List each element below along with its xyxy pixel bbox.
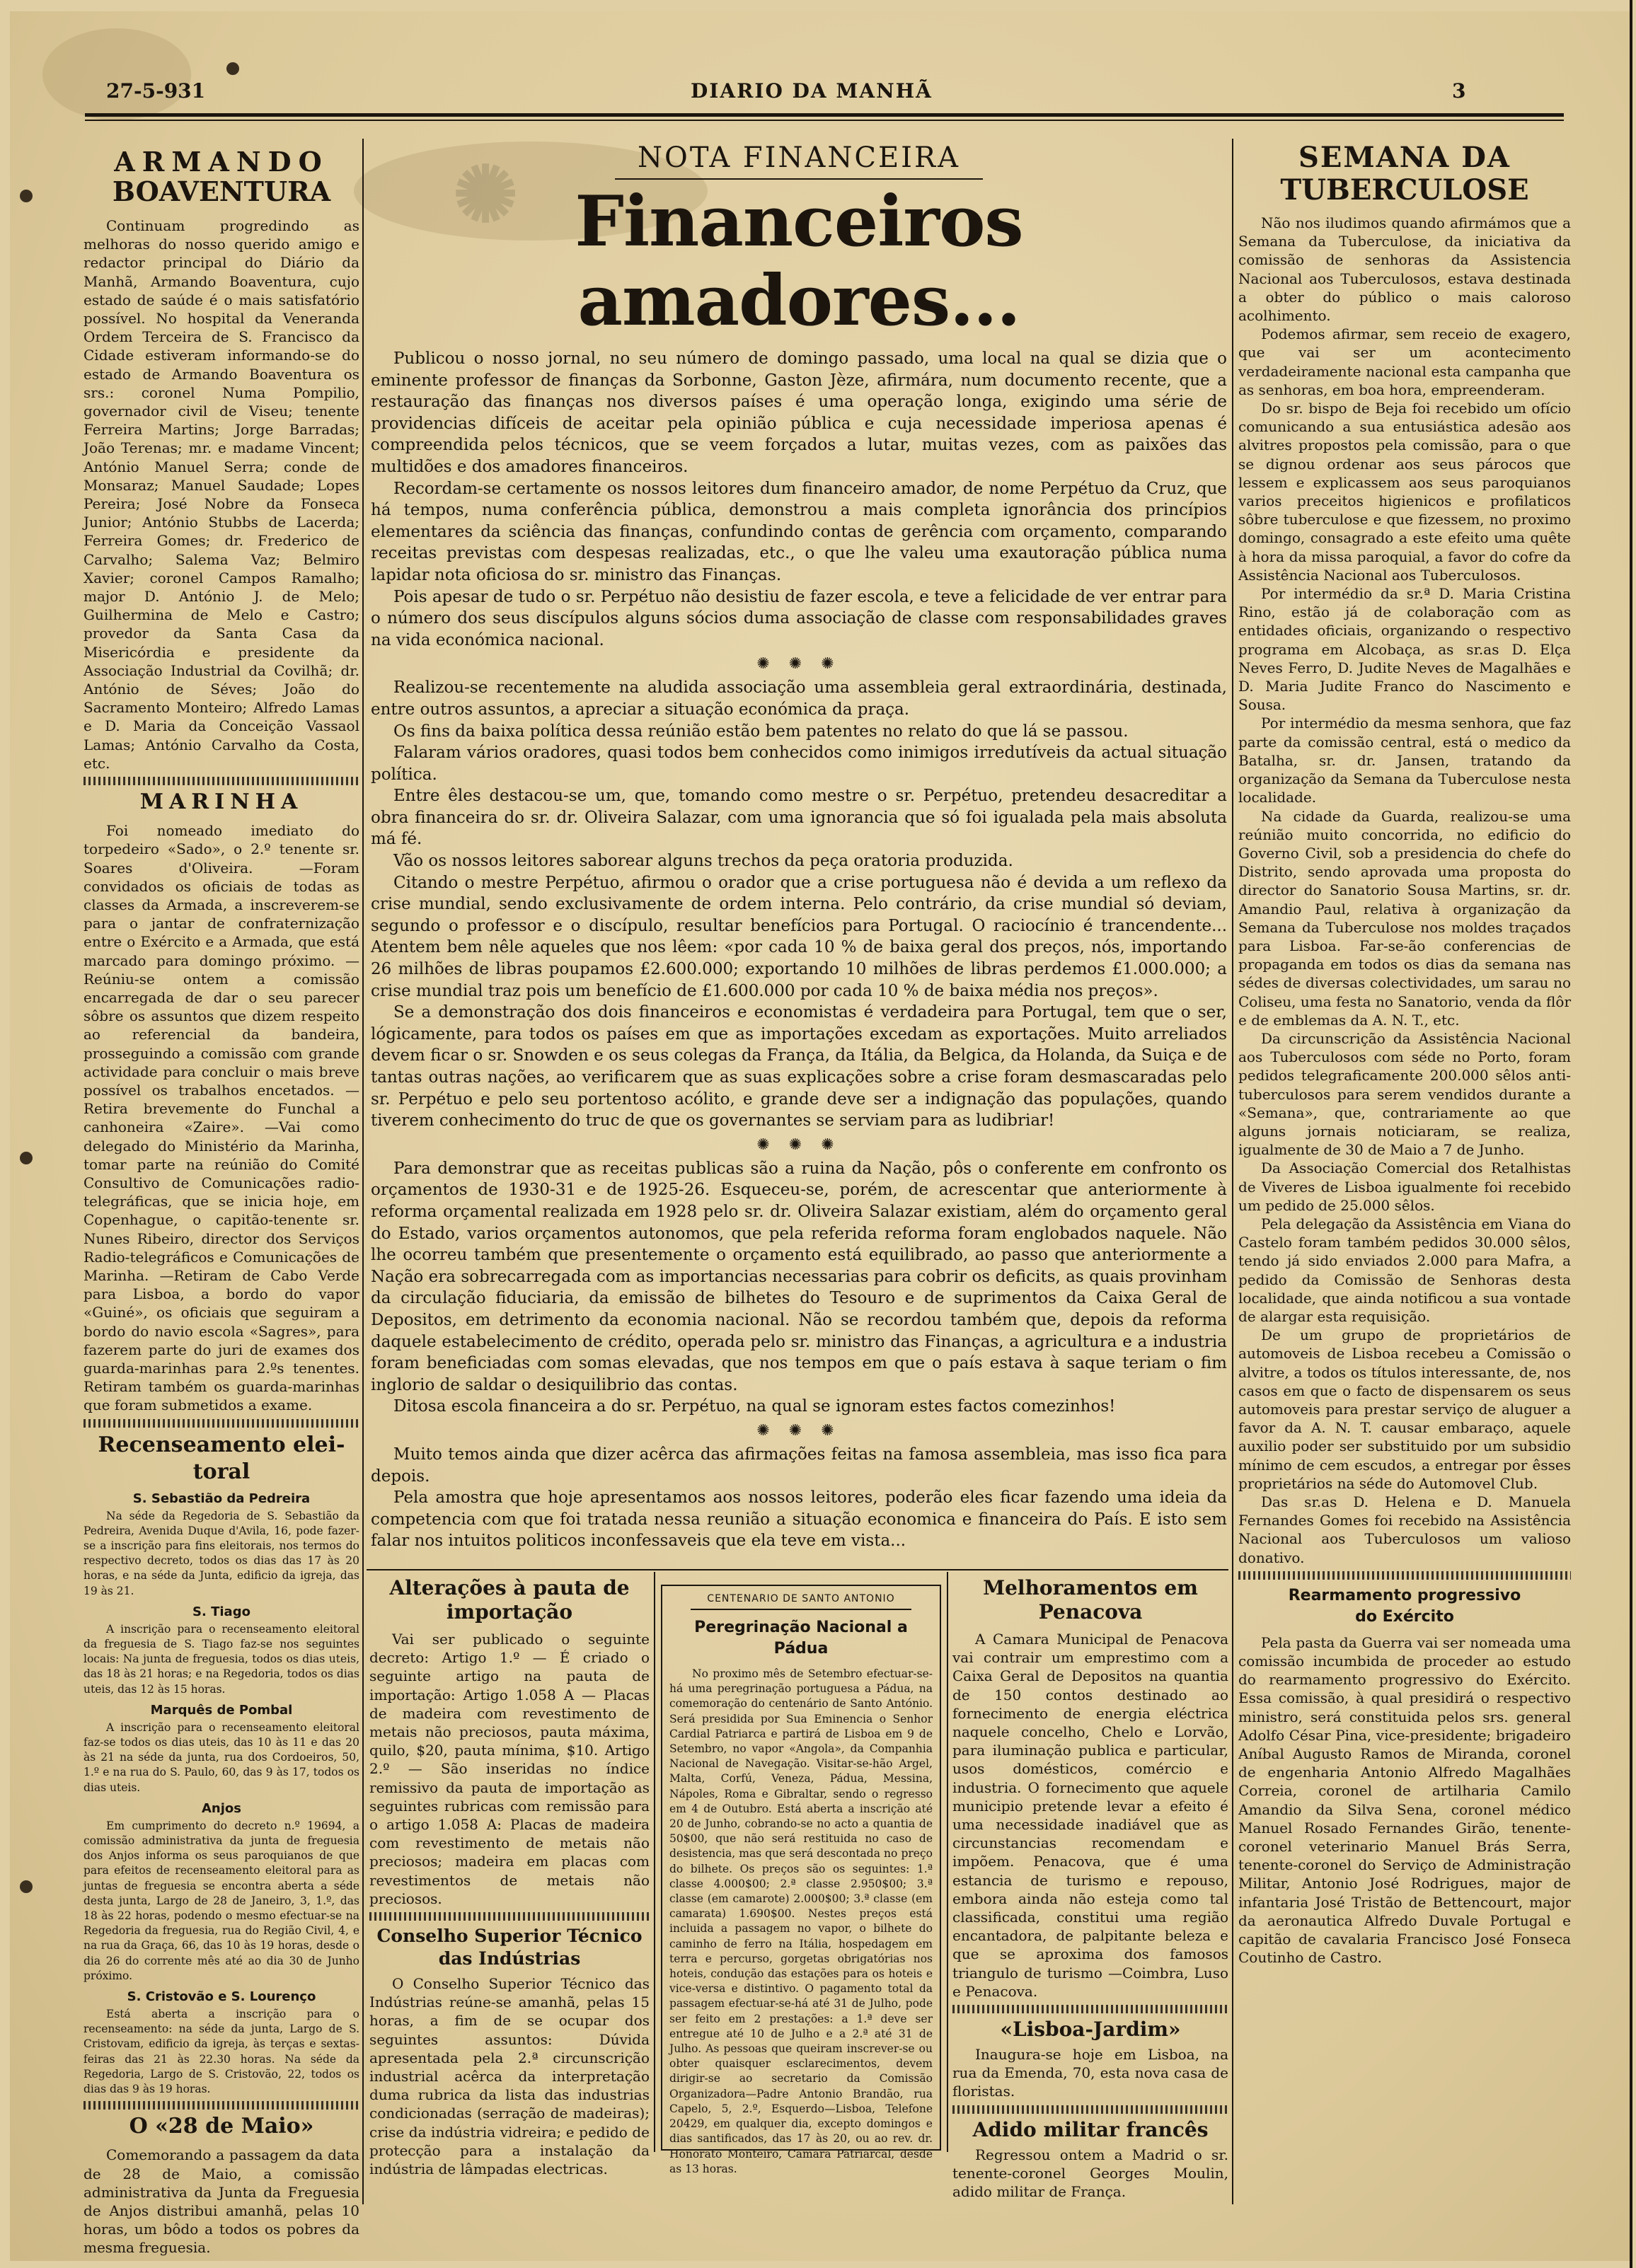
- section-body: Está aberta a inscrição para o recenseamento: na séde da junta, Largo de S. Cristovam, edificio da igreja, às terças e sextas-feiras das 21 às 22.30 horas. Na séde da Regedoria, Largo de S. Cristovão, 22, todos os dias das 9 às 19 horas.: [83, 2008, 359, 2096]
- article-paragraph: Publicou o nosso jornal, no seu número de domingo passado, uma local na qual se dizia que o eminente professor de finanças da Sorbonne, Gaston Jèze, afirmára, num documento recente, que a restauração das finanças nos diversos países é uma operação longa, exigindo uma série de providencias difíceis de aceitar pela opinião pública e cuja necessidade imperiosa apenas é compreendida pelos técnicos, que se veem forçados a lutar, muitas vezes, com as paixões das multidões e dos amadores financeiros.: [371, 349, 1227, 476]
- exercito-title: Rearmamento progressivo: [1288, 1586, 1521, 1604]
- pin-hole: [20, 190, 33, 202]
- section-divider: [952, 2105, 1228, 2114]
- lower-col-3: [952, 1576, 1228, 2201]
- marinha-title: MARINHA: [139, 789, 304, 815]
- penacova-body: A Camara Municipal de Penacova vai contrair um emprestimo com a Caixa Geral de Depositos na quantia de 150 contos destinado ao fornecimento de energia eléctrica naquele concelho, Chelo e Lorvão, para iluminação publica e particular, usos domésticos, comércio e industria. O fornecimento que aquele municipio pretende levar a efeito é uma necessidade inadiável que as circunstancias recomendam e impõem. Penacova, que é uma estancia de turismo e repouso, embora ainda não esteja como tal classificada, constitui uma região encantadora, de palpitante beleza e que se aproxima dos famosos triangulo de turismo —Coimbra, Luso e Penacova.: [952, 1631, 1228, 2000]
- section-body: Em cumprimento do decreto n.º 19694, a comissão administrativa da junta de freguesia dos Anjos informa os seus paroquianos de que para efeitos de recenseamento eleitoral para as juntas de freguesia se encontra aberta a séde desta junta, Largo de 28 de Janeiro, 3, 1.º, das 18 às 22 horas, podendo o mesmo efectuar-se na Regedoria da freguesia, rua do Região Civil, 4, e na rua da Graça, 66, das 10 às 19 horas, desde o dia 26 do corrente mês até ao dia 30 de Junho próximo.: [83, 1819, 359, 1982]
- padua-body: No proximo mês de Setembro efectuar-se-há uma peregrinação portuguesa a Pádua, na comemoração do centenário de Santo António. Será presidida por Sua Eminencia o Senhor Cardial Patriarca e partirá de Lisboa em 9 de Setembro, no vapor «Angola», da Companhia Nacional de Navegação. Visitar-se-hão Argel, Malta, Corfú, Veneza, Pádua, Messina, Nápoles, Roma e Gibraltar, sendo o regresso em 4 de Outubro. Está aberta a inscrição até 20 de Junho, cobrando-se no acto a quantia de 50$00, que não será restituida no caso de desistencia, mas que será descontada no preço do bilhete. Os preços são os seguintes: 1.ª classe 4.000$00; 2.ª classe 2.950$00; 3.ª classe (em camarote) 2.000$00; 3.ª classe (em camarata) 1.690$00. Nestes preços está incluida a passagem no vapor, o bilhete do caminho de ferro na Itália, hospedagem em terra e percurso, gorgetas obrigatórias nos hoteis, condução das estações para os hoteis e vice-versa e distintivo. O pagamento total da passagem efectuar-se-há até 31 de Julho, pode ser feito em 2 prestações: a 1.ª deve ser entregue até 10 de Julho e a 2.ª até 31 de Julho. As pessoas que queiram inscrever-se ou obter quaisquer esclarecimentos, devem dirigir-se ao secretario da Comissão Organizadora—Padre Antonio Brandão, rua Capelo, 5, 2.º, Esquerdo—Lisboa, Telefone 20429, em qualquer dia, excepto domingos e dias santificados, das 17 às 20, ou ao rev. dr. Honorato Monteiro, Camara Patriarcal, desde as 13 horas.: [669, 1667, 933, 2175]
- semana-paragraph: Das sr.as D. Helena e D. Manuela Fernandes Gomes foi recebido na Assistência Nacional aos Tuberculosos um valioso donativo.: [1238, 1493, 1571, 1566]
- article-paragraph: Entre êles destacou-se um, que, tomando como mestre o sr. Perpétuo, pretendeu desacreditar a obra financeira do sr. dr. Oliveira Salazar, com uma ignorancia que só foi igualada pela mais absoluta má fé.: [371, 787, 1227, 849]
- semana-title: SEMANA DA: [1298, 141, 1511, 174]
- subheading: Marquês de Pombal: [150, 1702, 293, 1718]
- right-column: [1238, 141, 1571, 2179]
- conselho-title-2: das Indústrias: [438, 1948, 581, 1969]
- page-edge: [1630, 0, 1632, 2268]
- armando-body: Continuam progredindo as melhoras do nosso querido amigo e redactor principal do Diário da Manhã, Armando Boaventura, cujo estado de saúde é o mais satisfatório possível. No hospital da Veneranda Ordem Terceira de S. Francisco da Cidade estiveram informando-se do estado de Armando Boaventura os srs.: coronel Numa Pompilio, governador civil de Viseu; tenente Ferreira Martins; Jorge Barradas; João Terenas; mr. e madame Vincent; António Manuel Serra; conde de Monsaraz; Manuel Saudade; Lopes Pereira; José Nobre da Fonseca Junior; António Stubbs de Lacerda; Ferreira Gomes; dr. Frederico de Carvalho; Salema Vaz; Belmiro Xavier; coronel Campos Ramalho; major D. António J. de Melo; Guilhermina de Melo e Castro; provedor da Santa Casa da Misericórdia e presidente da Associação Industrial da Covilhã; dr. António de Séves; João do Sacramento Monteiro; Alfredo Lamas e D. Maria da Conceição Vassaol Lamas; António Carvalho da Costa, etc.: [83, 217, 359, 772]
- penacova-title: Melhoramentos em: [983, 1576, 1198, 1599]
- semana-paragraph: Por intermédio da mesma senhora, que faz parte da comissão central, está o medico da Batalha, sr. dr. Jansen, tratando da organização da Semana da Tuberculose nesta localidade.: [1238, 714, 1571, 806]
- section-body: Na séde da Regedoria de S. Sebastião da Pedreira, Avenida Duque d'Avila, 16, pode fazer-se a inscrição para fins eleitorais, nos termos do respectivo decreto, todos os dias das 17 às 20 horas, e na séde da Junta, edificio da igreja, das 19 às 21.: [83, 1509, 359, 1597]
- pauta-body: Vai ser publicado o seguinte decreto: Artigo 1.º — É criado o seguinte artigo na pauta de importação: Artigo 1.058 A — Placas de madeira com revestimento de metais não preciosos, pauta máxima, quilo, $20, pauta mínima, $10. Artigo 2.º — São inseridas no índice remissivo da pauta de importação as seguintes rubricas com remissão para o artigo 1.058 A: Placas de madeira com revestimento de metais não preciosos; madeira em placas com revestimentos de metais não preciosos.: [369, 1631, 650, 1907]
- separator-stars: ✺ ✺ ✺: [756, 1135, 841, 1154]
- column-rule: [362, 139, 364, 2204]
- padua-article: [669, 1593, 933, 2175]
- adido-title: Adido militar francês: [972, 2117, 1209, 2141]
- conselho-title: Conselho Superior Técnico: [376, 1926, 643, 1947]
- masthead: DIARIO DA MANHÃ: [691, 79, 933, 103]
- lisboa-jardim-title: «Lisboa-Jardim»: [1000, 2018, 1181, 2042]
- section-divider: [369, 1912, 650, 1921]
- penacova-title-2: Penacova: [1038, 1600, 1143, 1624]
- recenseamento-title-2: toral: [192, 1459, 250, 1484]
- article-paragraph: Realizou-se recentemente na aludida associação uma assembleia geral extraordinária, destinada, entre outros assuntos, a apreciar a situação económica da praça.: [371, 678, 1227, 719]
- kicker-rule: [691, 1609, 911, 1610]
- subheading: S. Tiago: [192, 1604, 250, 1619]
- article-paragraph: Vão os nossos leitores saborear alguns trechos da peça oratoria produzida.: [393, 852, 1013, 871]
- section-divider: [83, 1419, 359, 1428]
- separator-stars: ✺ ✺ ✺: [756, 1421, 841, 1440]
- adido-body: Regressou ontem a Madrid o sr. tenente-coronel Georges Moulin, adido militar de França.: [952, 2146, 1228, 2201]
- separator-stars: ✺ ✺ ✺: [756, 655, 841, 673]
- exercito-title-2: do Exército: [1355, 1607, 1454, 1626]
- lower-col-1: [369, 1576, 650, 2178]
- paper-stain: [42, 28, 191, 120]
- maio-article: [83, 2114, 359, 2257]
- pauta-title: Alterações à pauta de: [389, 1576, 630, 1599]
- left-column: [83, 146, 359, 2257]
- article-paragraph: Muito temos ainda que dizer acêrca das afirmações feitas na famosa assembleia, mas isso fica para depois.: [371, 1445, 1227, 1486]
- article-headline: Financeiros amadores...: [575, 181, 1023, 342]
- section-divider: [83, 2101, 359, 2110]
- padua-box: [661, 1585, 941, 2175]
- article-paragraph: Recordam-se certamente os nossos leitores dum financeiro amador, de nome Perpétuo da Cruz, que há tempos, numa conferência pública, demonstrou a mais completa ignorância dos princípios elementares da sciência das finanças, confundindo contas de gerência com orçamento, comparando receitas previstas com despesas realizadas, etc., o que lhe valeu uma exautoração pública numa lapidar nota oficiosa do sr. ministro das Finanças.: [371, 479, 1227, 584]
- article-paragraph: Se a demonstração dos dois financeiros e economistas é verdadeira para Portugal, tem que o ser, lógicamente, para todos os países em que as importações excedam as exportações. Muito arreliados devem ficar o sr. Snowden e os seus colegas da França, da Itália, da Belgica, da Holanda, da Suiça e de tantas outras nações, ao verificarem que as suas explicações sobre a crise foram desmascaradas pelo sr. Perpétuo e pelo seu portentoso acólito, e grande deve ser a indignação das populações, quando tiverem conhecimento do truc de que os governantes se serviam para as ludibriar!: [371, 1003, 1227, 1130]
- article-paragraph: Ditosa escola financeira a do sr. Perpétuo, na qual se ignoram estes factos comezinhos!: [393, 1397, 1116, 1416]
- semana-paragraph: Por intermédio da sr.ª D. Maria Cristina Rino, estão já de colaboração com as entidades oficiais, organizando o respectivo programa em Alcobaça, as sr.as D. Elça Neves Ferro, D. Judite Neves de Magalhães e D. Maria Judite Franco do Nascimento e Sousa.: [1238, 585, 1571, 714]
- show-through-text: ✺: [453, 149, 519, 240]
- pin-hole: [20, 1880, 33, 1893]
- column-rule: [654, 1572, 655, 2152]
- kicker-rule: [615, 178, 983, 180]
- recenseamento-article: [83, 1432, 359, 2098]
- article-paragraph: Pela amostra que hoje apresentamos aos nossos leitores, poderão eles ficar fazendo uma ideia da competencia com que foi tratada nessa reunião a situação economica e financeira do País. E isto sem falar nos intuitos politicos inconfessaveis que ela teve em vista...: [371, 1488, 1227, 1551]
- marinha-body: Foi nomeado imediato do torpedeiro «Sado», o 2.º tenente sr. Soares d'Oliveira. —Foram convidados os oficiais de todas as classes da Armada, a inscreverem-se para o jantar de confraternização entre o Exército e a Armada, que está marcado para domingo próximo. —Reúniu-se ontem a comissão encarregada de dar o seu parecer sôbre os assuntos que dizem respeito ao referencial da bandeira, prosseguindo a comissão com grande actividade para concluir o mais breve possível os trabalhos encetados. —Retira brevemente do Funchal a canhoneira «Zaire». —Vai como delegado do Ministério da Marinha, tomar parte na reúnião do Comité Consultivo de Comunicações radio-telegráficas, que se inicia hoje, em Copenhague, o capitão-tenente sr. Nunes Ribeiro, director dos Serviços Radio-telegráficos e Comunicações de Marinha. —Retiram de Cabo Verde para Lisboa, a bordo do vapor «Guiné», os oficiais que seguiram a bordo do navio escola «Sagres», para fazerem parte do juri de exames dos guarda-marinhas para 2.ºs tenentes. Retiram também os guarda-marinhas que foram submetidos a exame.: [83, 822, 359, 1414]
- article-paragraph: Pois apesar de tudo o sr. Perpétuo não desistiu de fazer escola, e teve a felicidade de ver entrar para o número dos seus discípulos alguns sócios duma associação de classe com responsabilidades graves na vida económica nacional.: [371, 587, 1227, 649]
- exercito-body: Pela pasta da Guerra vai ser nomeada uma comissão incumbida de proceder ao estudo do rearmamento progressivo do Exército. Essa comissão, à qual presidirá o respectivo ministro, será constituida pelos srs. general Adolfo César Pina, vice-presidente; brigadeiro Aníbal Augusto Ramos de Miranda, coronel de engenharia Antonio Alfredo Magalhães Correia, coronel de artilharia Camilo Amandio da Silva Sena, coronel médico Manuel Rosado Fernandes Girão, tenente-coronel veterinario Manuel Brás Serra, tenente-coronel do Serviço de Administração Militar, Antonio José Rodrigues, major de infantaria José Tristão de Bettencourt, major da aeronautica Alfredo Duvale Portugal e capitão de cavalaria Francisco José Fonseca Coutinho de Castro.: [1238, 1633, 1571, 1967]
- padua-kicker: CENTENARIO DE SANTO ANTONIO: [707, 1593, 895, 1604]
- section-body: A inscrição para o recenseamento eleitoral faz-se todos os dias uteis, das 10 às 11 e das 20 às 21 na séde da junta, rua dos Cordoeiros, 50, 1.º e na rua do S. Paulo, 60, das 9 às 17, todos os dias uteis.: [83, 1720, 359, 1794]
- article-kicker: NOTA FINANCEIRA: [638, 141, 960, 174]
- subheading: Anjos: [202, 1800, 241, 1816]
- article-paragraph: Citando o mestre Perpétuo, afirmou o orador que a crise portuguesa não é devida a um reflexo da crise mundial, sendo exclusivamente de ordem interna. Pelo contrário, da crise mundial só deviam, segundo o professor e o discípulo, resultar benefícios para Portugal. O raciocínio é trancendente... Atentem bem nêle aqueles que nos lêem: «por cada 10 % de baixa geral dos preços, nós, importando 26 milhões de libras poupamos £2.600.000; exportando 10 milhões de libras perdemos £1.000.000; a crise mundial traz pois um benefício de £1.600.000 por cada 10 % de baixa média nos preços».: [371, 873, 1227, 1000]
- column-rule: [947, 1572, 948, 2152]
- marinha-article: [83, 789, 359, 1415]
- semana-paragraph: De um grupo de proprietários de automoveis de Lisboa recebeu a Comissão o alvitre, a todos os títulos interessante, de, nos casos em que o facto de dispensarem os seus automoveis para prestar serviço de aluguer a favor da A. N. T. causar embaraço, aquele auxilio poder ser substituido por um subsidio mínimo de cem escudos, a entregar por êsses proprietários na séde do Automovel Club.: [1238, 1326, 1571, 1492]
- semana-paragraph: Na cidade da Guarda, realizou-se uma reúnião muito concorrida, no edificio do Governo Civil, sob a presidencia do chefe do Distrito, sendo aprovada uma proposta do director do Sanatorio Sousa Martins, sr. dr. Amandio Paul, relativa à organização da Semana da Tuberculose nos moldes traçados para Lisboa. Far-se-ão conferencias de propaganda em todos os dias da semana nas sédes de diversas colectividades, um sarau no Coliseu, uma festa no Sanatorio, venda da flôr e de emblemas da A. N. T., etc.: [1238, 807, 1571, 1029]
- header-rule: [85, 120, 1564, 121]
- issue-date: 27-5-931: [106, 79, 206, 103]
- pauta-title-2: importação: [446, 1600, 573, 1624]
- padua-title: Peregrinação Nacional a Pádua: [694, 1619, 908, 1657]
- semana-paragraph: Da circunscrição da Assistência Nacional aos Tuberculosos com séde no Porto, foram pedidos telegraficamente 200.000 sêlos anti-tuberculosos para serem vendidos durante a «Semana», que, contrariamente ao que alguns jornais noticiaram, se realiza, igualmente de 30 de Maio a 7 de Junho.: [1238, 1029, 1571, 1159]
- maio-title: O «28 de Maio»: [129, 2114, 314, 2139]
- pin-hole: [226, 62, 239, 75]
- semana-paragraph: Do sr. bispo de Beja foi recebido um ofício comunicando a sua entusiástica adesão aos alvitres propostos pela comissão, para o que se dignou ordenar aos seus párocos que lessem e explicassem aos seus paroquianos varios preceitos higienicos e profilaticos sôbre tuberculose e que fizessem, no proximo domingo, consagrado a este efeito uma quête à hora da missa paroquial, a favor do cofre da Assistência Nacional aos Tuberculosos.: [1238, 400, 1571, 584]
- conselho-body: O Conselho Superior Técnico das Indústrias reúne-se amanhã, pelas 15 horas, a fim de se ocupar dos seguintes assuntos: Dúvida apresentada pela 2.ª circunscrição industrial acêrca da interpretação duma rubrica da lista das industrias condicionadas (serração de madeiras); crise da indústria vidreira; e pedido de protecção para a instalação da indústria de lâmpadas electricas.: [369, 1975, 650, 2178]
- page-number: 3: [1452, 79, 1466, 103]
- article-paragraph: Os fins da baixa política dessa reúnião estão bem patentes no relato do que lá se passou.: [393, 722, 1129, 741]
- maio-body: Comemorando a passagem da data de 28 de Maio, a comissão administrativa da Junta da Freguesia de Anjos distribui amanhã, pelas 10 horas, um bôdo a todos os pobres da mesma freguesia.: [83, 2146, 359, 2257]
- subheading: S. Sebastião da Pedreira: [132, 1491, 311, 1506]
- lisboa-jardim-body: Inaugura-se hoje em Lisboa, na rua da Emenda, 70, esta nova casa de floristas.: [952, 2046, 1228, 2100]
- article-paragraph: Para demonstrar que as receitas publicas são a ruina da Nação, pôs o conferente em confronto os orçamentos de 1930-31 e de 1925-26. Esqueceu-se, porém, de acrescentar que anteriormente à reforma orçamental realizada em 1928 pelo sr. dr. Oliveira Salazar existiam, além do orçamento geral do Estado, varios orçamentos autonomos, que pela referida reforma foram englobados naquele. Não lhe ocorreu também que presentemente o orçamento está equilibrado, ao passo que anteriormente a Nação era sobrecarregada com as importancias necessarias para cobrir os deficits, as quais provinham da circulação fiduciaria, da emissão de bilhetes do Tesouro e de suprimentos da Caixa Geral de Depositos, em detrimento da economia nacional. Não se recordou também que, depois da reforma daquele estabelecimento de crédito, operada pelo sr. ministro das Finanças, a agricultura e a industria foram beneficiadas com somas elevadas, que nos tempos em que o país estava à saque teriam o fim inglorio de saldar o desiquilibrio das contas.: [371, 1159, 1227, 1394]
- armando-article: [83, 147, 359, 773]
- main-article: [371, 141, 1227, 1563]
- section-rule: [367, 1569, 1228, 1570]
- recenseamento-title: Recenseamento elei-: [98, 1432, 345, 1457]
- section-body: A inscrição para o recenseamento eleitoral da freguesia de S. Tiago faz-se nos seguintes locais: Na junta de freguesia, todos os dias uteis, das 18 às 21 horas; e na Regedoria, todos os dias uteis, das 12 às 15 horas.: [83, 1622, 359, 1696]
- column-rule: [1232, 139, 1233, 2204]
- section-divider: [83, 777, 359, 785]
- pin-hole: [20, 1152, 33, 1164]
- semana-paragraph: Da Associação Comercial dos Retalhistas de Viveres de Lisboa igualmente foi recebido um pedido de 25.000 sêlos.: [1238, 1159, 1571, 1214]
- semana-paragraph: Podemos afirmar, sem receio de exagero, que vai ser um acontecimento verdadeiramente nacional esta campanha que as senhoras, em boa hora, empreenderam.: [1238, 325, 1571, 398]
- section-divider: [952, 2005, 1228, 2013]
- article-paragraph: Falaram vários oradores, quasi todos bem conhecidos como inimigos irredutíveis da actual situação política.: [371, 744, 1227, 784]
- armando-title-2: BOAVENTURA: [112, 175, 331, 207]
- header-rule: [85, 113, 1564, 117]
- armando-title: ARMANDO: [114, 146, 329, 178]
- section-divider: [1238, 1571, 1571, 1580]
- semana-title-2: TUBERCULOSE: [1280, 173, 1529, 207]
- subheading: S. Cristovão e S. Lourenço: [127, 1989, 316, 2005]
- semana-paragraph: Pela delegação da Assistência em Viana do Castelo foram também pedidos 30.000 sêlos, tendo já sido enviados 2.000 para Mafra, a pedido da Comissão de Senhoras desta localidade, que ainda notificou a sua vontade de alargar esta requisição.: [1238, 1215, 1571, 1325]
- semana-paragraph: Não nos iludimos quando afirmámos que a Semana da Tuberculose, da iniciativa da comissão de senhoras da Assistencia Nacional aos Tuberculosos, estava destinada a obter do público o mais caloroso acolhimento.: [1238, 214, 1571, 325]
